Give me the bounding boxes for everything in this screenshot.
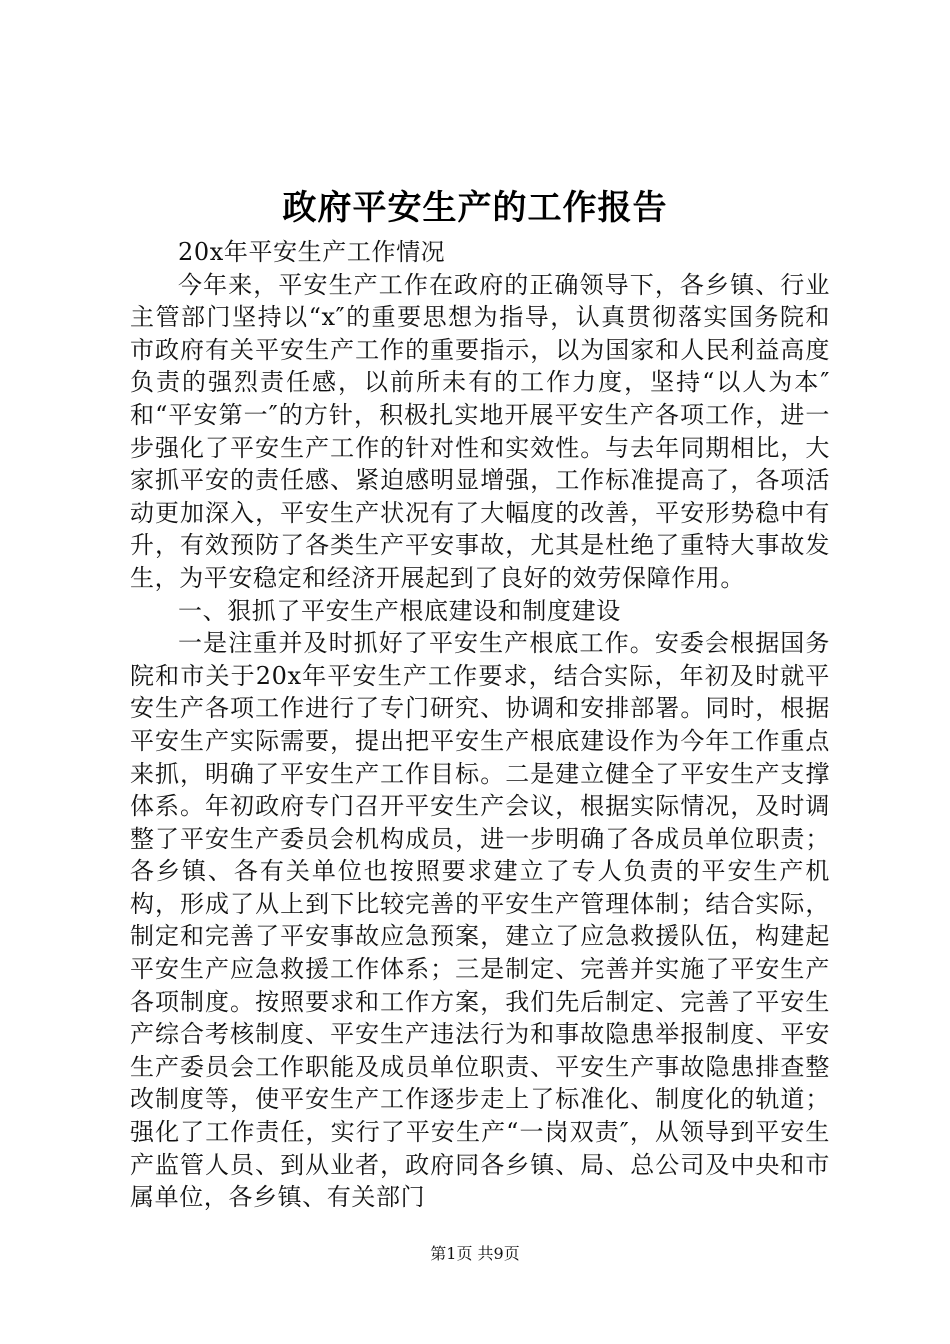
- paragraph-foundation-details: 一是注重并及时抓好了平安生产根底工作。安委会根据国务院和市关于20x年平安生产工作要求，结合实际，年初及时就平安生产各项工作进行了专门研究、协调和安排部署。同时，根据平安生产实际需要，提出把平安生产根底建设作为今年工作重点来抓，明确了平安生产工作目标。二是建立健全了平安生产支撑体系。年初政府专门召开平安生产会议，根据实际情况，及时调整了平安生产委员会机构成员，进一步明确了各成员单位职责；各乡镇、各有关单位也按照要求建立了专人负责的平安生产机构，形成了从上到下比较完善的平安生产管理体制；结合实际，制定和完善了平安事故应急预案，建立了应急救援队伍，构建起平安生产应急救援工作体系；三是制定、完善并实施了平安生产各项制度。按照要求和工作方案，我们先后制定、完善了平安生产综合考核制度、平安生产违法行为和事故隐患举报制度、平安生产委员会工作职能及成员单位职责、平安生产事故隐患排查整改制度等，使平安生产工作逐步走上了标准化、制度化的轨道；强化了工作责任，实行了平安生产“一岗双责″，从领导到平安生产监管人员、到从业者，政府同各乡镇、局、总公司及中央和市属单位，各乡镇、有关部门: [130, 629, 830, 1212]
- document-title: 政府平安生产的工作报告: [282, 188, 668, 228]
- page-footer: 第1页 共9页: [430, 1244, 520, 1263]
- document-body: [130, 236, 830, 1214]
- section-heading-situation: 20x年平安生产工作情况: [178, 238, 446, 266]
- paragraph-overview: 今年来，平安生产工作在政府的正确领导下，各乡镇、行业主管部门坚持以“x″的重要思想为指导，认真贯彻落实国务院和市政府有关平安生产工作的重要指示，以为国家和人民利益高度负责的强烈责任感，以前所未有的工作力度，坚持“以人为本″和“平安第一″的方针，积极扎实地开展平安生产各项工作，进一步强化了平安生产工作的针对性和实效性。与去年同期相比，大家抓平安的责任感、紧迫感明显增强，工作标准提高了，各项活动更加深入，平安生产状况有了大幅度的改善，平安形势稳中有升，有效预防了各类生产平安事故，尤其是杜绝了重特大事故发生，为平安稳定和经济开展起到了良好的效劳保障作用。: [130, 270, 830, 592]
- section-heading-foundation: 一、狠抓了平安生产根底建设和制度建设: [178, 596, 621, 625]
